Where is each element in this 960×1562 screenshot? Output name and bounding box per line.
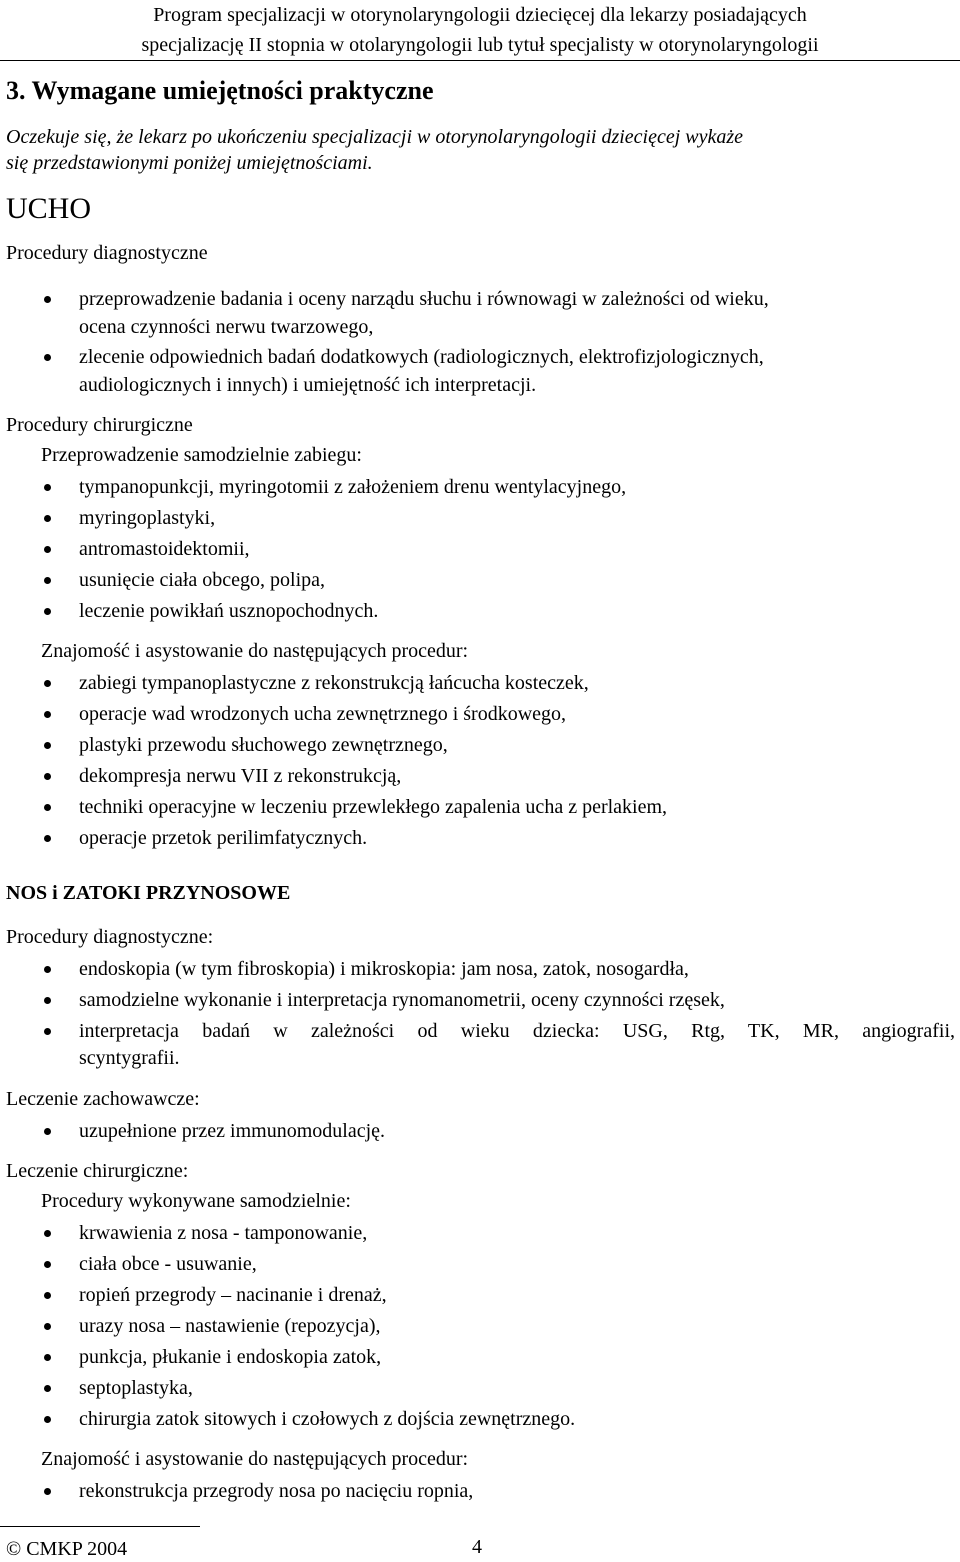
- list-item: zabiegi tympanoplastyczne z rekonstrukcją łańcucha kosteczek,: [79, 672, 589, 694]
- bullet-icon: [44, 1230, 51, 1237]
- list-item: endoskopia (w tym fibroskopia) i mikroskopia: jam nosa, zatok, nosogardła,: [79, 958, 689, 980]
- nos-title: NOS i ZATOKI PRZYNOSOWE: [6, 882, 291, 904]
- list-item: rekonstrukcja przegrody nosa po nacięciu ropnia,: [79, 1480, 474, 1502]
- list-item: interpretacja badań w zależności od wieku dziecka: USG, Rtg, TK, MR, angiografii,: [79, 1020, 955, 1042]
- list-item: uzupełnione przez immunomodulację.: [79, 1120, 386, 1142]
- list-item: operacje wad wrodzonych ucha zewnętrznego i środkowego,: [79, 703, 567, 725]
- list-item: chirurgia zatok sitowych i czołowych z dojścia zewnętrznego.: [79, 1408, 576, 1430]
- bullet-icon: [44, 1128, 51, 1135]
- list-item: ciała obce - usuwanie,: [79, 1253, 257, 1275]
- list-item-continuation: scyntygrafii.: [79, 1047, 180, 1069]
- bullet-icon: [44, 997, 51, 1004]
- ucho-assist-sub: Znajomość i asystowanie do następujących procedur:: [41, 640, 469, 662]
- bullet-icon: [44, 742, 51, 749]
- bullet-icon: [44, 484, 51, 491]
- page-header: [0, 0, 960, 60]
- bullet-icon: [44, 1416, 51, 1423]
- bullet-icon: [44, 1354, 51, 1361]
- bullet-icon: [44, 515, 51, 522]
- list-item: samodzielne wykonanie i interpretacja rynomanometrii, oceny czynności rzęsek,: [79, 989, 725, 1011]
- bullet-icon: [44, 1292, 51, 1299]
- section-title: 3. Wymagane umiejętności praktyczne: [6, 76, 434, 105]
- intro-line-2: się przedstawionymi poniżej umiejętnościami.: [6, 152, 373, 174]
- list-item: operacje przetok perilimfatycznych.: [79, 827, 368, 849]
- ucho-diag-heading: Procedury diagnostyczne: [6, 242, 208, 264]
- list-item: przeprowadzenie badania i oceny narządu słuchu i równowagi w zależności od wieku,: [79, 288, 769, 310]
- list-item: techniki operacyjne w leczeniu przewlekłego zapalenia ucha z perlakiem,: [79, 796, 668, 818]
- bullet-icon: [44, 608, 51, 615]
- list-item: zlecenie odpowiednich badań dodatkowych (radiologicznych, elektrofizjologicznych,: [79, 346, 764, 368]
- bullet-icon: [44, 773, 51, 780]
- bullet-icon: [44, 1323, 51, 1330]
- list-item: plastyki przewodu słuchowego zewnętrznego,: [79, 734, 448, 756]
- bullet-icon: [44, 966, 51, 973]
- ucho-title: UCHO: [6, 192, 92, 225]
- bullet-icon: [44, 546, 51, 553]
- list-item-continuation: audiologicznych i innych) i umiejętność ich interpretacji.: [79, 374, 537, 396]
- nos-diag-heading: Procedury diagnostyczne:: [6, 926, 214, 948]
- header-rule: [0, 60, 960, 61]
- header-line-1: Program specjalizacji w otorynolaryngologii dziecięcej dla lekarzy posiadających: [153, 4, 807, 26]
- nos-surg-sub: Procedury wykonywane samodzielnie:: [41, 1190, 351, 1212]
- list-item: punkcja, płukanie i endoskopia zatok,: [79, 1346, 382, 1368]
- bullet-icon: [44, 1385, 51, 1392]
- page-number: 4: [472, 1536, 482, 1558]
- bullet-icon: [44, 577, 51, 584]
- intro-line-1: Oczekuje się, że lekarz po ukończeniu specjalizacji w otorynolaryngologii dziecięcej wykaże: [6, 126, 744, 148]
- list-item: antromastoidektomii,: [79, 538, 250, 560]
- list-item: dekompresja nerwu VII z rekonstrukcją,: [79, 765, 402, 787]
- nos-assist-sub: Znajomość i asystowanie do następujących procedur:: [41, 1448, 469, 1470]
- list-item-continuation: ocena czynności nerwu twarzowego,: [79, 316, 374, 338]
- ucho-surg-sub: Przeprowadzenie samodzielnie zabiegu:: [41, 444, 362, 466]
- bullet-icon: [44, 1028, 51, 1035]
- ucho-surg-heading: Procedury chirurgiczne: [6, 414, 193, 436]
- list-item: tympanopunkcji, myringotomii z założeniem drenu wentylacyjnego,: [79, 476, 627, 498]
- list-item: septoplastyka,: [79, 1377, 193, 1399]
- bullet-icon: [44, 1261, 51, 1268]
- bullet-icon: [44, 1488, 51, 1495]
- nos-cons-heading: Leczenie zachowawcze:: [6, 1088, 200, 1110]
- bullet-icon: [44, 835, 51, 842]
- bullet-icon: [44, 680, 51, 687]
- bullet-icon: [44, 354, 51, 361]
- list-item: leczenie powikłań usznopochodnych.: [79, 600, 379, 622]
- list-item: myringoplastyki,: [79, 507, 216, 529]
- bullet-icon: [44, 296, 51, 303]
- nos-surg-heading: Leczenie chirurgiczne:: [6, 1160, 189, 1182]
- list-item: krwawienia z nosa - tamponowanie,: [79, 1222, 368, 1244]
- footer-copyright: © CMKP 2004: [6, 1538, 128, 1560]
- list-item: urazy nosa – nastawienie (repozycja),: [79, 1315, 381, 1337]
- bullet-icon: [44, 711, 51, 718]
- list-item: usunięcie ciała obcego, polipa,: [79, 569, 326, 591]
- bullet-icon: [44, 804, 51, 811]
- footer-rule: [0, 1526, 200, 1527]
- header-line-2: specjalizację II stopnia w otolaryngologii lub tytuł specjalisty w otorynolaryngologii: [141, 34, 819, 56]
- list-item: ropień przegrody – nacinanie i drenaż,: [79, 1284, 387, 1306]
